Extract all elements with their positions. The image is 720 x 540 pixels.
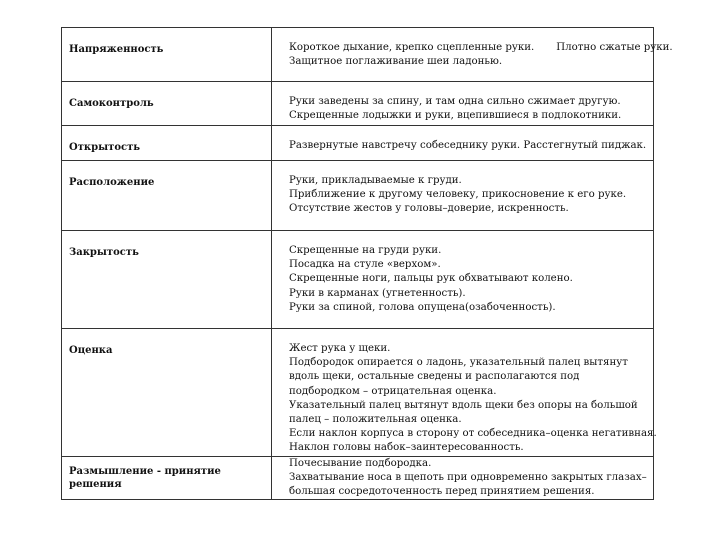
- table-row: [62, 126, 654, 161]
- row-description-self-control: [272, 82, 654, 126]
- description-line: Наклон головы набок–заинтересованность.: [289, 442, 524, 454]
- table-row: [62, 82, 654, 126]
- description-line: Почесывание подбородка.: [289, 457, 432, 469]
- row-label-closedness: Закрытость: [62, 231, 272, 329]
- description-line: Руки заведены за спину, и там одна сильно сжимает другую.: [289, 96, 621, 107]
- row-label-decision-making: Размышление - принятие решения: [62, 456, 272, 500]
- description-line: Руки, прикладываемые к груди.: [289, 175, 462, 186]
- description-line: Посадка на стуле «верхом».: [289, 259, 441, 271]
- row-description-decision-making: [272, 456, 654, 500]
- description-line: Указательный палец вытянут вдоль щеки без опоры на большой палец – положительная оценка.: [289, 399, 638, 426]
- row-label-disposition: Расположение: [62, 161, 272, 231]
- description-line: Развернутые навстречу собеседнику руки. Расстегнутый пиджак.: [289, 140, 647, 151]
- description-line: Плотно сжатые руки.: [556, 42, 673, 53]
- description-line: Если наклон корпуса в сторону от собеседника–оценка негативная.: [289, 428, 657, 440]
- table-row: [62, 161, 654, 231]
- description-line: Руки за спиной, голова опущена(озабоченность).: [289, 301, 556, 313]
- row-label-evaluation: Оценка: [62, 329, 272, 457]
- description-line: Скрещенные на груди руки.: [289, 245, 442, 256]
- description-line: Скрещенные лодыжки и руки, вцепившиеся в подлокотники.: [289, 110, 622, 122]
- table-row: [62, 231, 654, 329]
- description-line: Подбородок опирается о ладонь, указательный палец вытянут вдоль щеки, остальные сведены и располагаются под подбородком – отрицательная оценка.: [289, 357, 628, 397]
- row-description-disposition: [272, 161, 654, 231]
- row-description-closedness: [272, 231, 654, 329]
- description-line: Жест рука у щеки.: [289, 343, 391, 354]
- description-line: Приближение к другому человеку, прикосновение к его руке.: [289, 189, 627, 201]
- body-language-table: [61, 27, 673, 500]
- table-row: [62, 456, 654, 500]
- description-line: Отсутствие жестов у головы–доверие, искренность.: [289, 203, 569, 215]
- description-line: Захватывание носа в щепоть при одновременно закрытых глазах–большая сосредоточенность перед принятием решения.: [289, 471, 647, 498]
- row-label-self-control: Самоконтроль: [62, 82, 272, 126]
- row-description-evaluation: [272, 329, 657, 457]
- description-line: Скрещенные ноги, пальцы рук обхватывают колено.: [289, 273, 573, 285]
- description-line: Защитное поглаживание шеи ладонью.: [289, 56, 503, 68]
- table-row: [62, 28, 654, 82]
- row-description-openness: [272, 126, 654, 161]
- row-label-openness: Открытость: [62, 126, 272, 161]
- description-line: Короткое дыхание, крепко сцепленные руки.: [289, 42, 535, 53]
- row-description-tension: [272, 28, 673, 82]
- description-line: Руки в карманах (угнетенность).: [289, 287, 466, 299]
- table-row: [62, 329, 654, 457]
- row-label-tension: Напряженность: [62, 28, 272, 82]
